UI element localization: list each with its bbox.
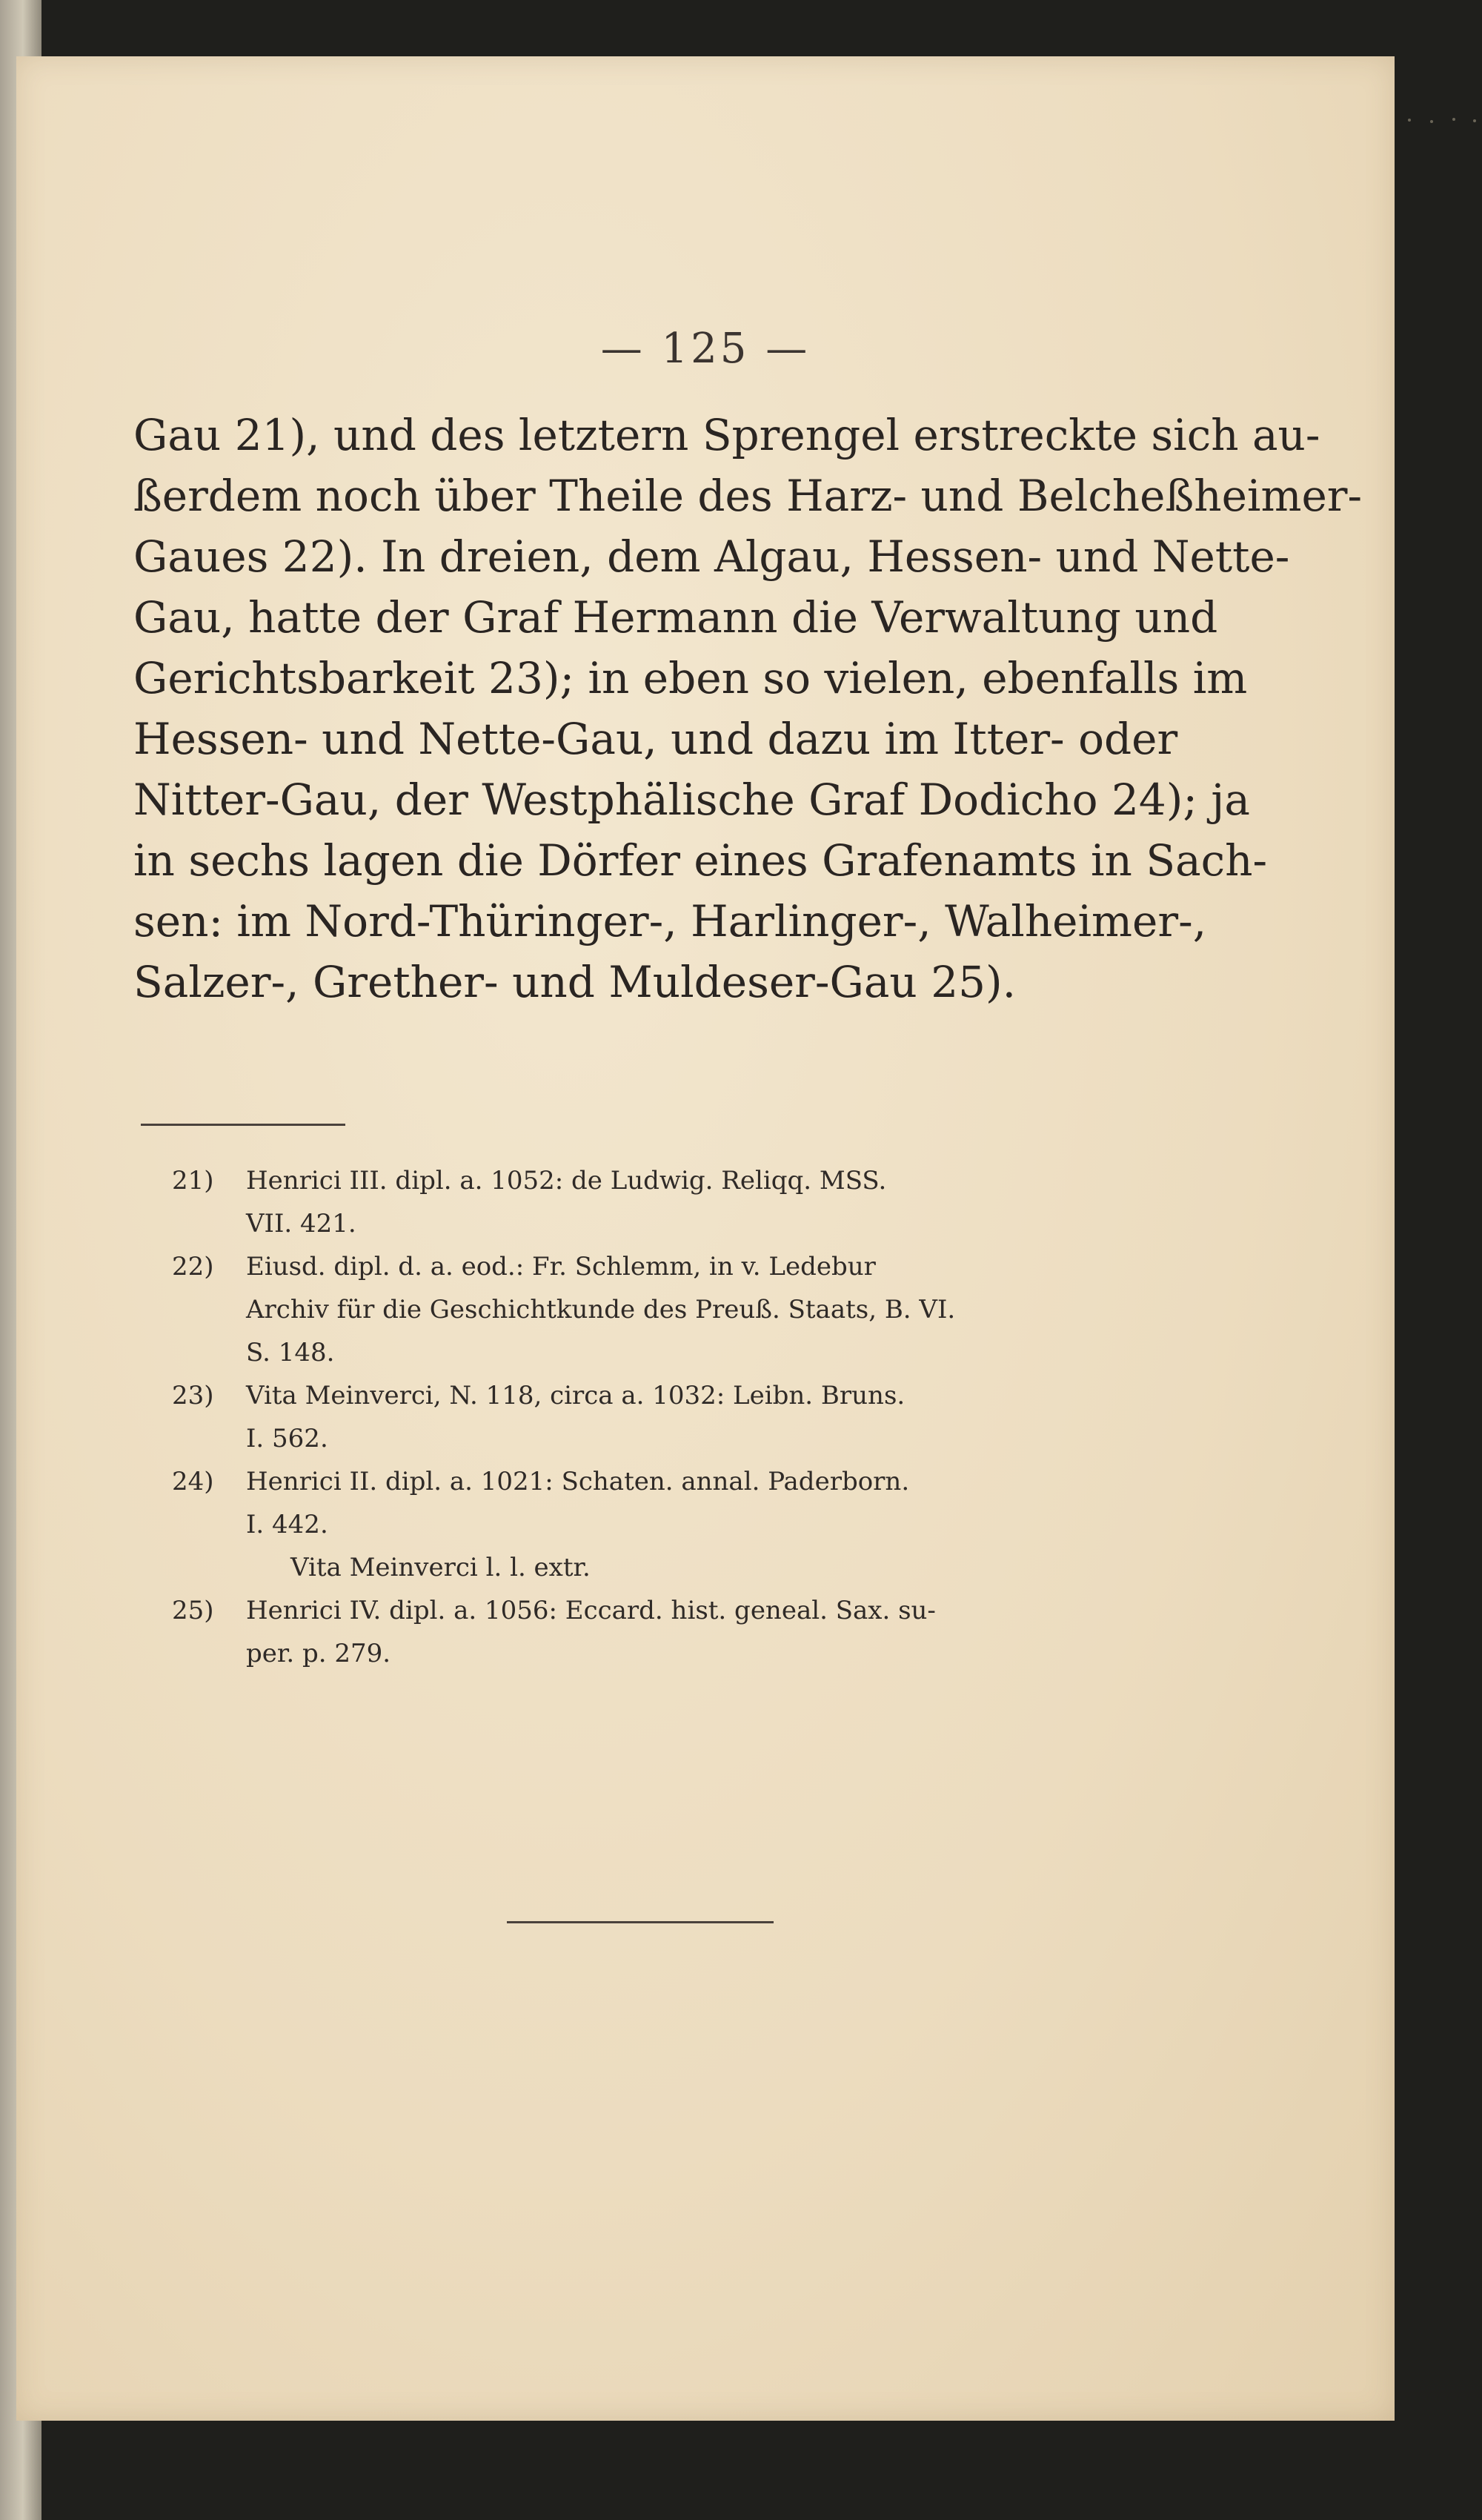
footnote-text: per. p. 279.	[246, 1639, 391, 1668]
footnote-number: 23)	[172, 1381, 214, 1410]
text-line: Hessen- und Nette-Gau, und dazu im Itter- oder	[133, 714, 1178, 764]
main-text	[133, 405, 1363, 1012]
footnote-text: I. 442.	[246, 1510, 328, 1539]
footnote-text: Eiusd. dipl. d. a. eod.: Fr. Schlemm, in v. Ledebur	[246, 1252, 876, 1281]
footnote-22	[172, 1245, 1135, 1374]
footnote-21	[172, 1159, 1135, 1245]
text-line: ßerdem noch über Theile des Harz- und Belcheßheimer-	[133, 471, 1363, 521]
footnote-text: Vita Meinverci l. l. extr.	[290, 1553, 591, 1582]
text-line: Nitter-Gau, der Westphälische Graf Dodicho 24); ja	[133, 775, 1250, 825]
footnote-number: 25)	[172, 1596, 214, 1625]
footnotes	[172, 1159, 1135, 1675]
footnote-divider	[141, 1124, 345, 1126]
scan-edge-marks	[1400, 111, 1482, 141]
text-line: Gau, hatte der Graf Hermann die Verwaltung und	[133, 592, 1218, 643]
text-line: Gau 21), und des letztern Sprengel erstreckte sich au-	[133, 410, 1320, 460]
text-line: Gaues 22). In dreien, dem Algau, Hessen- und Nette-	[133, 531, 1290, 582]
scan-dot	[1408, 119, 1411, 122]
footnote-text: Archiv für die Geschichtkunde des Preuß. Staats, B. VI.	[246, 1295, 956, 1324]
scan-dot	[1452, 118, 1455, 121]
text-line: in sechs lagen die Dörfer eines Grafenamts in Sach-	[133, 835, 1268, 886]
page-number: — 125 —	[600, 325, 811, 373]
footnote-text: Vita Meinverci, N. 118, circa a. 1032: Leibn. Bruns.	[246, 1381, 906, 1410]
footnote-text: Henrici II. dipl. a. 1021: Schaten. annal. Paderborn.	[246, 1467, 910, 1496]
footnote-24	[172, 1460, 1135, 1589]
footnote-text: Henrici III. dipl. a. 1052: de Ludwig. Reliqq. MSS.	[246, 1166, 887, 1196]
footnote-number: 21)	[172, 1166, 214, 1196]
scan-dot	[1430, 120, 1433, 123]
footnote-text: S. 148.	[246, 1338, 335, 1367]
footnote-text: I. 562.	[246, 1424, 328, 1453]
end-divider	[507, 1921, 774, 1923]
book-page	[16, 56, 1395, 2421]
text-line: sen: im Nord-Thüringer-, Harlinger-, Walheimer-,	[133, 896, 1207, 946]
footnote-text: VII. 421.	[246, 1209, 356, 1239]
footnote-number: 22)	[172, 1252, 214, 1281]
footnote-25	[172, 1589, 1135, 1675]
text-line: Gerichtsbarkeit 23); in eben so vielen, ebenfalls im	[133, 653, 1248, 703]
scan-dot	[1473, 119, 1476, 122]
footnote-text: Henrici IV. dipl. a. 1056: Eccard. hist. geneal. Sax. su-	[246, 1596, 936, 1625]
footnote-number: 24)	[172, 1467, 214, 1496]
text-line: Salzer-, Grether- und Muldeser-Gau 25).	[133, 957, 1017, 1007]
footnote-23	[172, 1374, 1135, 1460]
